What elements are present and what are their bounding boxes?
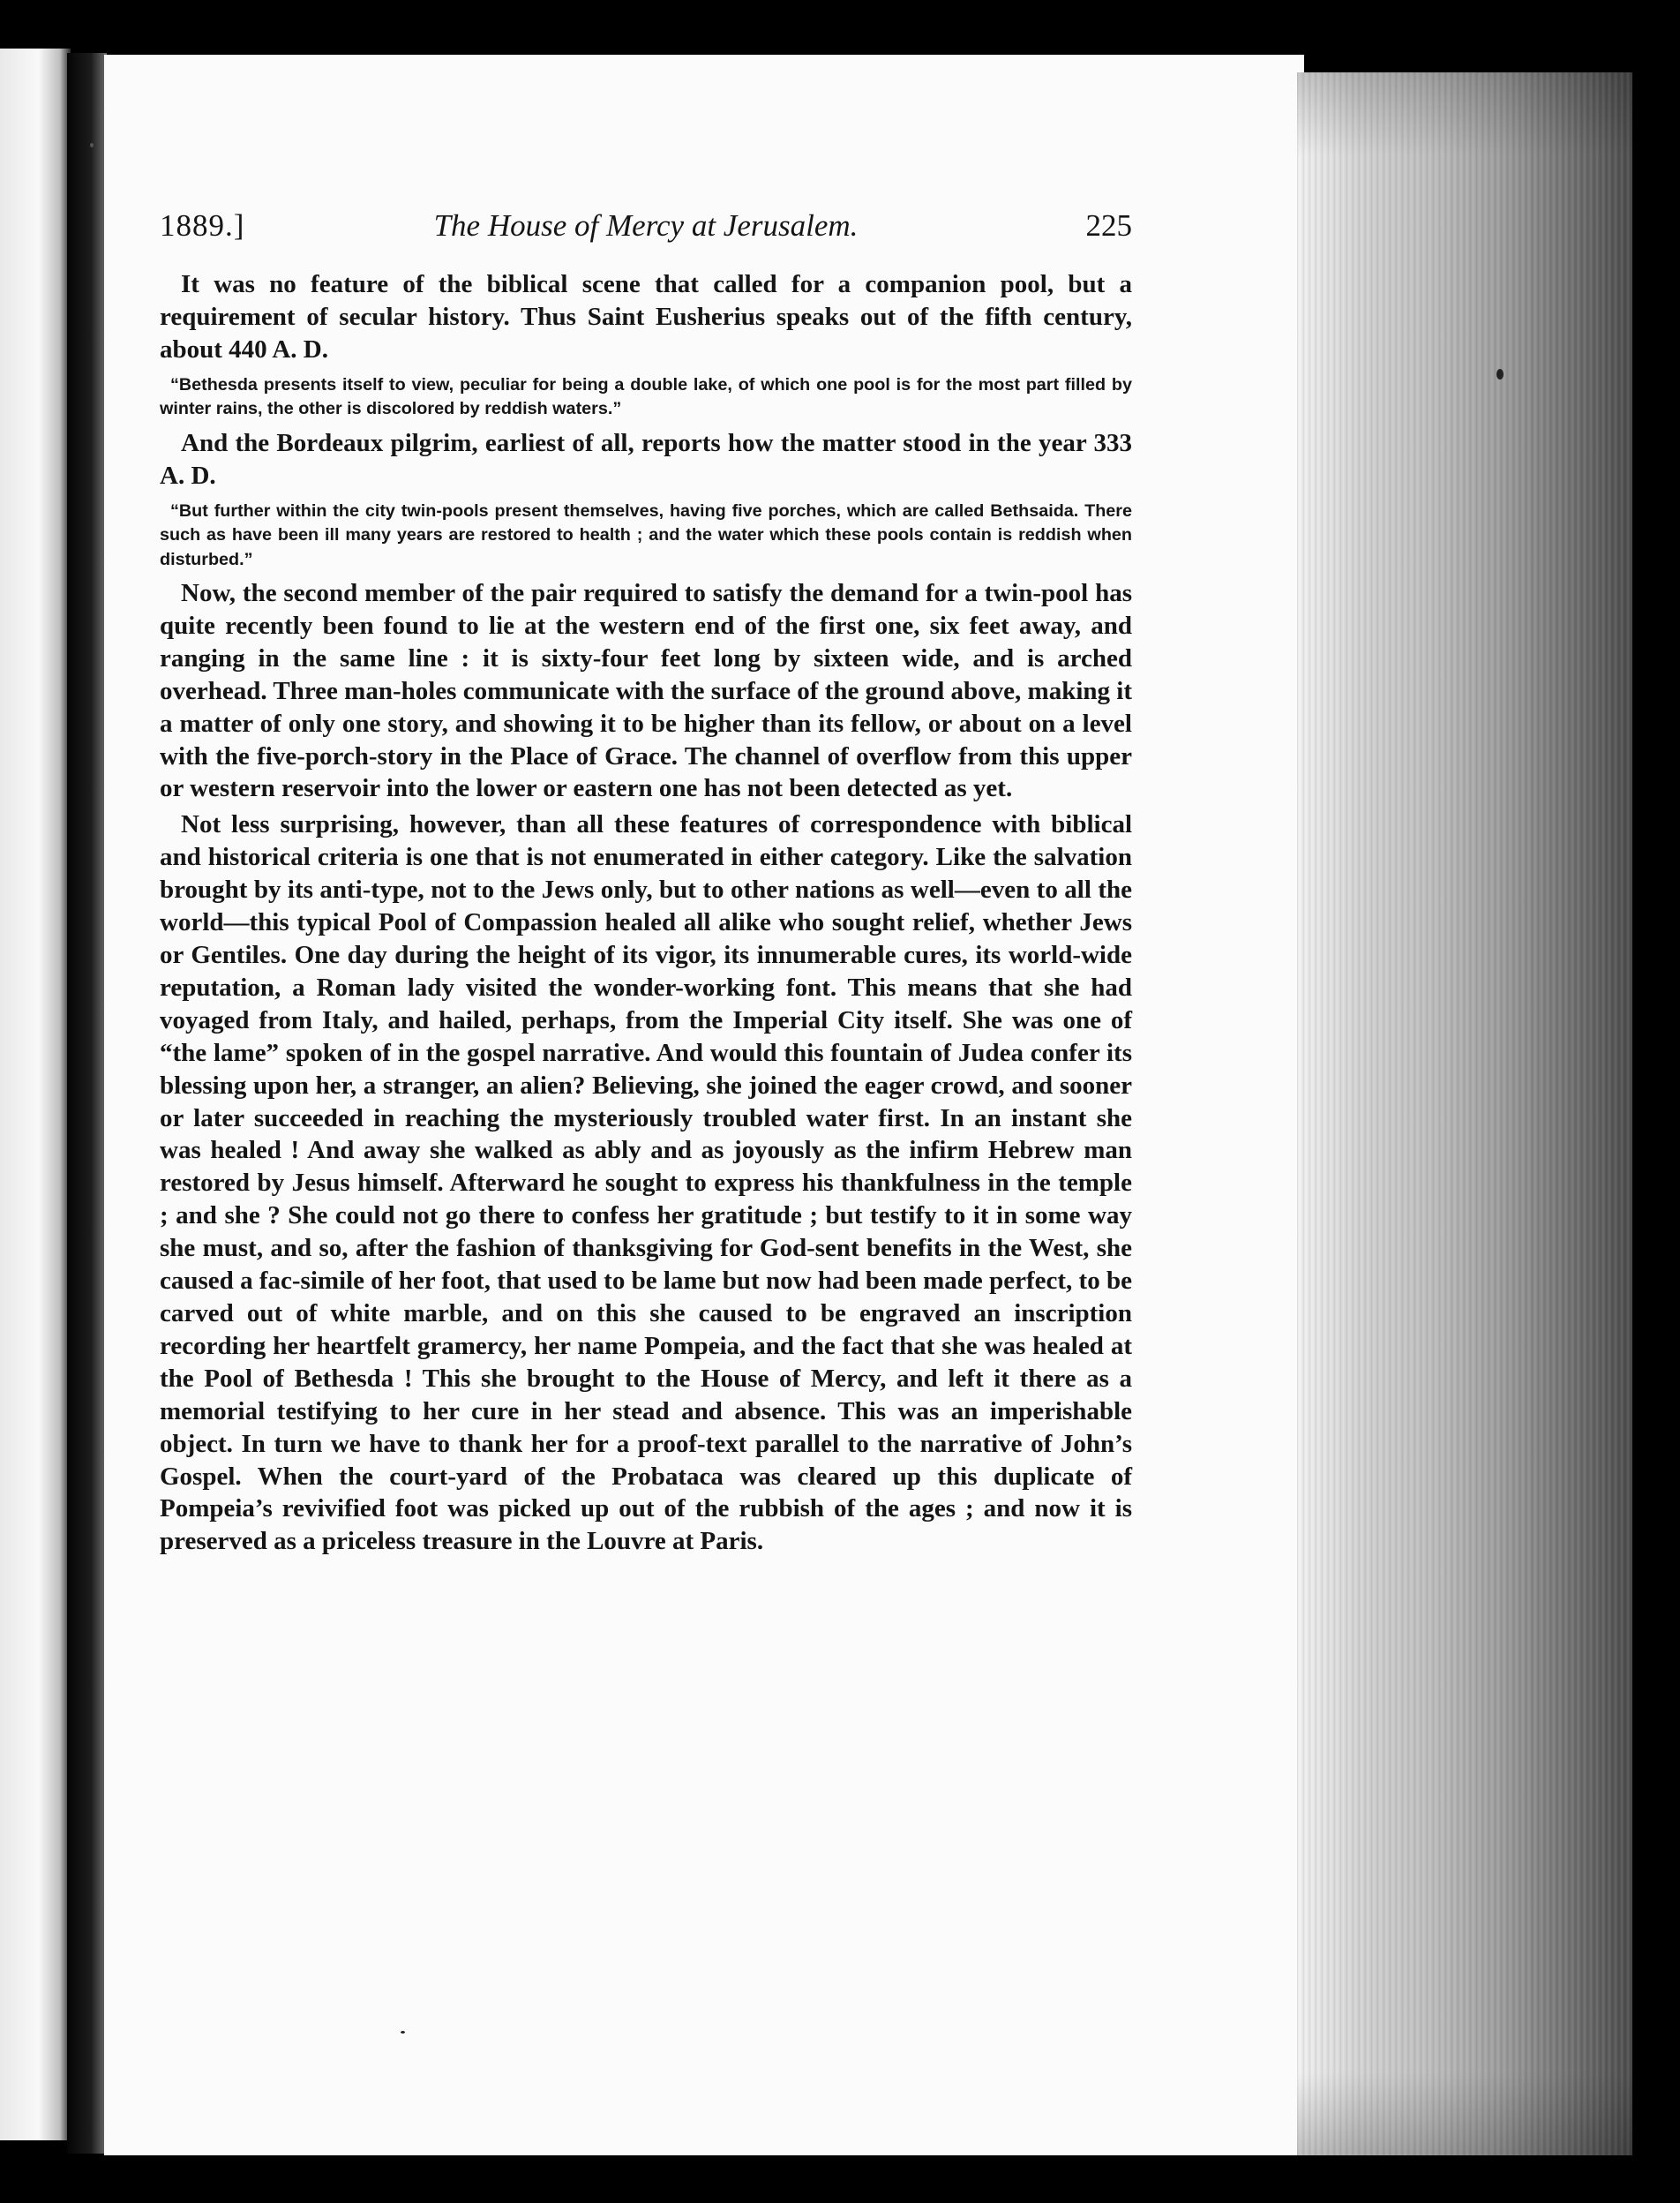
quote-bordeaux-pilgrim: “But further within the city twin-pools present themselves, having five porches, which are called Bethsaida. There such as have been ill many years are restored to health ; and the water which these pools contain is reddish when disturbed.” <box>160 500 1132 569</box>
paragraph-4: Not less surprising, however, than all these features of correspondence with biblical and historical criteria is one that is not enumerated in either category. Like the salvation brought by its anti-type, not to the Jews only, but to other nations as well—even to all the world—this typical Pool of Compassion healed all alike who sought relief, whether Jews or Gentiles. One day during the height of its vigor, its innumerable cures, its world-wide reputation, a Roman lady visited the wonder-working font. This means that she had voyaged from Italy, and hailed, perhaps, from the Imperial City itself. She was one of “the lame” spoken of in the gospel narrative. And would this fountain of Judea confer its blessing upon her, a stranger, an alien? Believing, she joined the eager crowd, and sooner or later succeeded in reaching the mysteriously troubled water first. In an instant she was healed ! And away she walked as ably and as joyously as the infirm Hebrew man restored by Jesus himself. Afterward he sought to express his thankfulness in the temple ; and she ? She could not go there to confess her gratitude ; but testify to it in some way she must, and so, after the fashion of thanksgiving for God-sent benefits in the West, she caused a fac-simile of her foot, that used to be lame but now had been made perfect, to be carved out of white marble, and on this she caused to be engraved an inscription recording her heartfelt gramercy, her name Pompeia, and the fact that she was healed at the Pool of Bethesda ! This she brought to the House of Mercy, and left it there as a memorial testifying to her cure in her stead and absence. This was an imperishable object. In turn we have to thank her for a proof-text parallel to the narrative of John’s Gospel. When the court-yard of the Probataca was cleared up this duplicate of Pompeia’s revivified foot was picked up out of the rubbish of the ages ; and now it is preserved as a priceless treasure in the Louvre at Paris. <box>160 810 1132 1556</box>
header-year: 1889.] <box>160 208 245 243</box>
left-page-edge <box>0 49 71 2140</box>
book-gutter <box>67 53 107 2154</box>
page-number: 225 <box>1085 208 1132 243</box>
quote-eusherius: “Bethesda presents itself to view, peculiar for being a double lake, of which one pool is for the most part filled by winter rains, the other is discolored by reddish waters.” <box>160 374 1132 419</box>
paragraph-1: It was no feature of the biblical scene that called for a companion pool, but a requirement of secular history. Thus Saint Eusherius speaks out of the fifth century, about 440 A. D. <box>160 270 1132 364</box>
page-edges-stack <box>1297 72 1632 2155</box>
page-text <box>160 201 1132 1558</box>
paragraph-2: And the Bordeaux pilgrim, earliest of all, reports how the matter stood in the year 333 A. D. <box>160 428 1132 490</box>
running-header <box>160 201 1132 251</box>
header-title: The House of Mercy at Jerusalem. <box>433 208 859 243</box>
paragraph-3: Now, the second member of the pair required to satisfy the demand for a twin-pool has quite recently been found to lie at the western end of the first one, six feet away, and ranging in the same line : it is sixty-four feet long by sixteen wide, and is arched overhead. Three man-holes communicate with the surface of the ground above, making it a matter of only one story, and showing it to be higher than its fellow, or about on a level with the five-porch-story in the Place of Grace. The channel of overflow from this upper or western reservoir into the lower or eastern one has not been detected as yet. <box>160 579 1132 803</box>
